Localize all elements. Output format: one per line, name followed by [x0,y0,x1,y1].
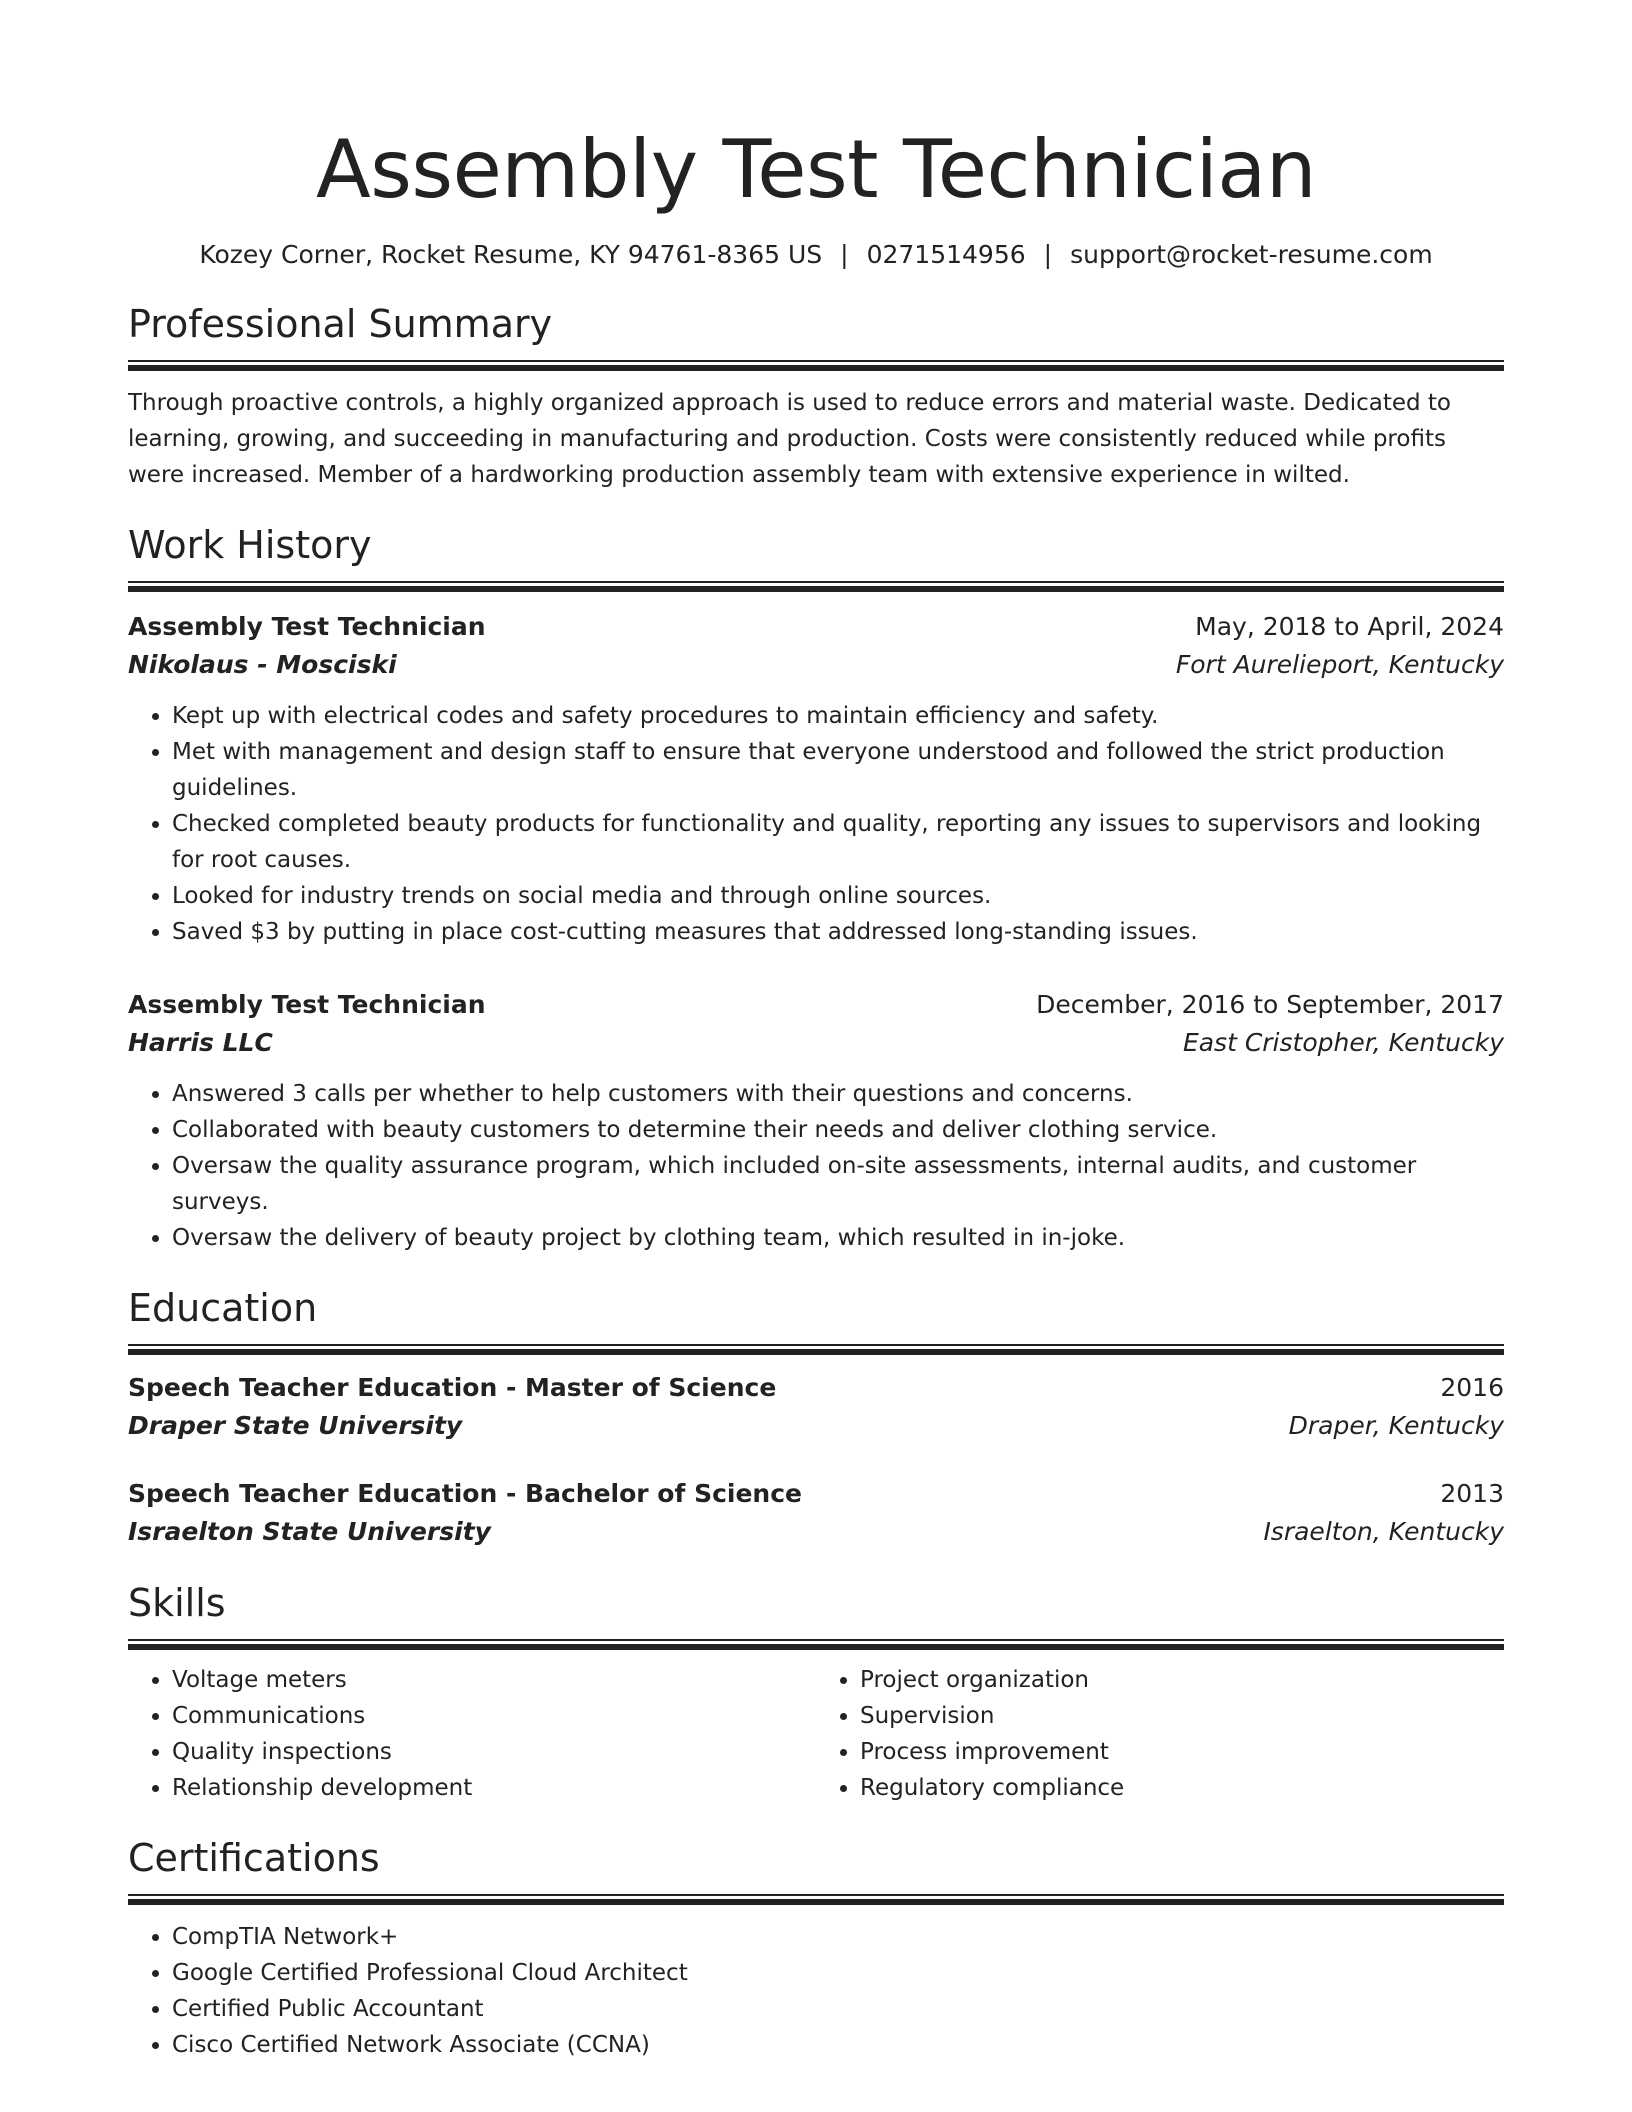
list-item: • Supervision [860,1698,1504,1734]
certifications-section [128,1834,1504,2063]
skills-list-right [816,1662,1504,1806]
section-divider [128,360,1504,371]
resume-page [128,120,1504,2063]
list-item: • Communications [172,1698,816,1734]
certifications-list [128,1919,1504,2063]
contact-line [128,238,1504,272]
job-entry [128,608,1504,950]
job-company: Harris LLC [128,1028,273,1057]
section-divider [128,1639,1504,1650]
job-title: Assembly Test Technician [128,612,486,641]
resume-name: Assembly Test Technician [315,123,1317,216]
list-item: • Voltage meters [172,1662,816,1698]
list-item: • Oversaw the quality assurance program, which included on-site assessments, internal audits, and customer surveys. [172,1148,1504,1220]
job-duties-list [128,1076,1504,1256]
list-item: • CompTIA Network+ [172,1919,1504,1955]
list-item: • Quality inspections [172,1734,816,1770]
list-item: • Kept up with electrical codes and safety procedures to maintain efficiency and safety. [172,698,1504,734]
list-item: • Met with management and design staff to ensure that everyone understood and followed the strict production guidelines. [172,734,1504,806]
list-item: • Cisco Certified Network Associate (CCNA) [172,2027,1504,2063]
skills-grid [128,1662,1504,1806]
education-entry [128,1369,1504,1445]
job-location: East Cristopher, Kentucky [1182,1028,1504,1057]
job-company: Nikolaus - Mosciski [128,650,397,679]
list-item: • Collaborated with beauty customers to determine their needs and deliver clothing service. [172,1112,1504,1148]
contact-separator: | [840,240,849,269]
job-title: Assembly Test Technician [128,990,486,1019]
school-name: Draper State University [128,1411,463,1440]
work-history-section [128,521,1504,1256]
section-title-summary: Professional Summary [128,302,553,346]
list-item: • Certified Public Accountant [172,1991,1504,2027]
list-item: • Saved $3 by putting in place cost-cutting measures that addressed long-standing issues. [172,914,1504,950]
section-divider [128,1344,1504,1355]
list-item: • Answered 3 calls per whether to help customers with their questions and concerns. [172,1076,1504,1112]
section-title-education: Education [128,1286,318,1330]
list-item: • Oversaw the delivery of beauty project by clothing team, which resulted in in-joke. [172,1220,1504,1256]
section-title-certifications: Certifications [128,1836,380,1880]
skills-section [128,1579,1504,1806]
list-item: • Looked for industry trends on social media and through online sources. [172,878,1504,914]
contact-phone: 0271514956 [866,240,1026,269]
school-name: Israelton State University [128,1517,491,1546]
list-item: • Project organization [860,1662,1504,1698]
section-divider [128,1894,1504,1905]
contact-email: support@rocket-resume.com [1070,240,1433,269]
degree-title: Speech Teacher Education - Master of Science [128,1373,777,1402]
school-location: Israelton, Kentucky [1263,1517,1504,1546]
education-entry [128,1475,1504,1551]
list-item: • Regulatory compliance [860,1770,1504,1806]
section-title-skills: Skills [128,1581,226,1625]
job-location: Fort Aurelieport, Kentucky [1175,650,1504,679]
job-entry [128,986,1504,1256]
graduation-year: 2016 [1440,1373,1504,1402]
graduation-year: 2013 [1440,1479,1504,1508]
section-divider [128,581,1504,592]
education-section [128,1284,1504,1551]
degree-title: Speech Teacher Education - Bachelor of Science [128,1479,802,1508]
job-dates: December, 2016 to September, 2017 [1036,990,1504,1019]
contact-address: Kozey Corner, Rocket Resume, KY 94761-8365 US [199,240,823,269]
skills-list-left [128,1662,816,1806]
school-location: Draper, Kentucky [1288,1411,1504,1440]
list-item: • Checked completed beauty products for functionality and quality, reporting any issues to supervisors and looking for root causes. [172,806,1504,878]
section-title-work-history: Work History [128,523,372,567]
job-duties-list [128,698,1504,950]
list-item: • Process improvement [860,1734,1504,1770]
summary-section [128,300,1504,493]
list-item: • Relationship development [172,1770,816,1806]
list-item: • Google Certified Professional Cloud Architect [172,1955,1504,1991]
summary-text: Through proactive controls, a highly organized approach is used to reduce errors and material waste. Dedicated to learning, growing, and succeeding in manufacturing and production. Costs were consistently reduced while profits were increased. Member of a hardworking production assembly team with extensive experience in wilted. [128,390,1452,488]
job-dates: May, 2018 to April, 2024 [1195,612,1504,641]
contact-separator: | [1043,240,1053,269]
